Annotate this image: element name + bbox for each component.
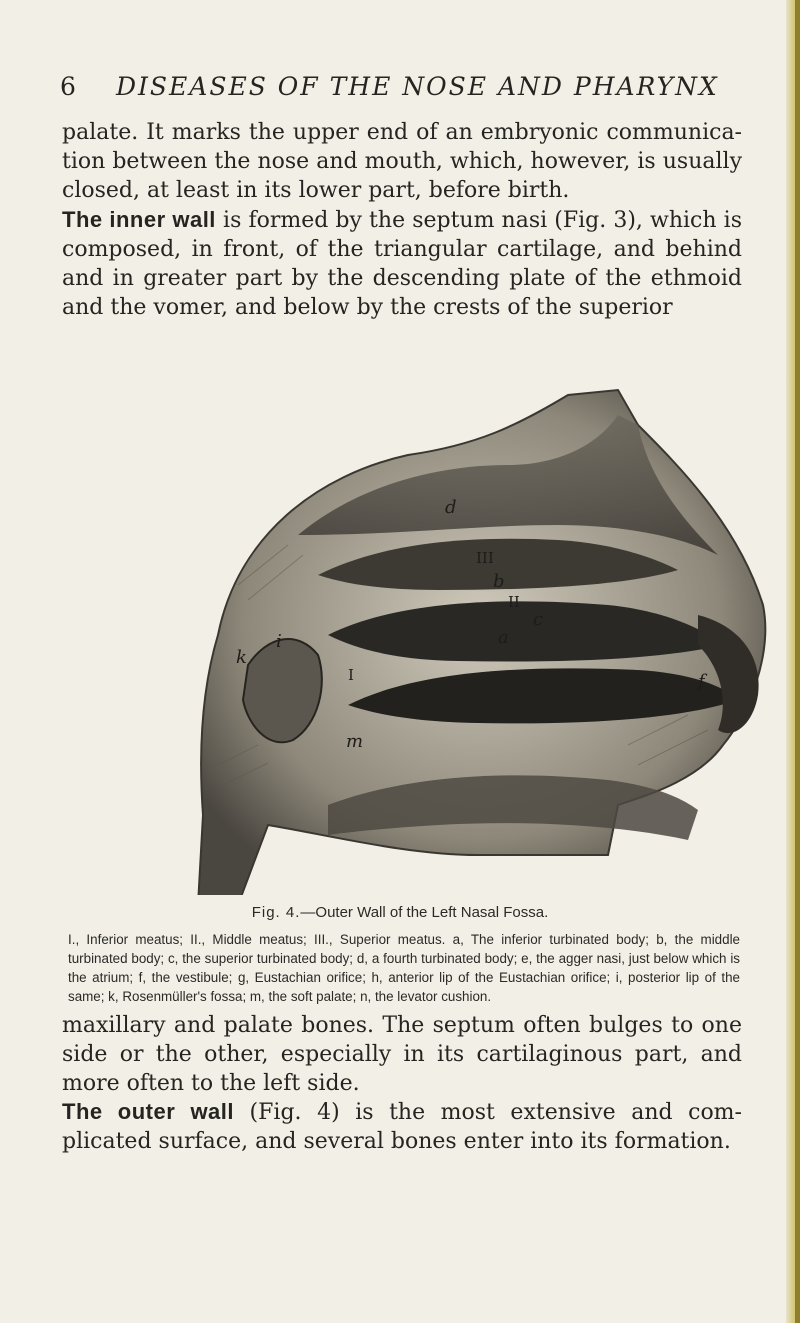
figure-legend: I., Inferior meatus; II., Middle meatus; III., Superior meatus. a, The inferior turbinated body; b, the middle turbinated body; c, the superior turbinated body; d, a fourth turbinated body; e, the agger nasi, just below which is the atrium; f, the vestibule; g, Eustachian orifice; h, anterior lip of the Eustachian orifice; i, posterior lip of the same; k, Rosenmüller's fossa; m, the soft palate; n, the levator cushion.: [68, 932, 740, 1004]
paragraph-1-text: palate. It marks the upper end of an embryonic communica-tion between the nose and mouth, which, however, is usually closed, at least in its lower part, before birth.: [62, 120, 742, 203]
label-b: b: [493, 571, 505, 592]
paragraph-3: [62, 1011, 742, 1098]
running-title: DISEASES OF THE NOSE AND PHARYNX: [116, 72, 719, 101]
label-d: d: [445, 497, 457, 518]
page-number: 6: [60, 72, 78, 101]
nasal-fossa-illustration: [178, 385, 778, 895]
label-f: f: [698, 671, 705, 692]
label-m: m: [346, 731, 364, 752]
label-II: II: [508, 593, 520, 611]
label-c: c: [533, 609, 544, 630]
paragraph-2-lead: The inner wall: [62, 207, 216, 232]
figure-caption-title: —Outer Wall of the Left Nasal Fossa.: [300, 904, 549, 921]
label-i: i: [276, 631, 282, 652]
paragraph-1: [62, 118, 742, 205]
paragraph-2-text: is formed by the septum nasi (Fig. 3), which is composed, in front, of the triangular cartilage, and behind and in greater part by the descending plate of the ethmoid and the vomer, and below by the crests of the superior: [62, 208, 742, 320]
figure-caption: [0, 904, 800, 921]
figure-nasal-fossa: [178, 385, 778, 895]
paragraph-2: [62, 205, 742, 322]
label-III: III: [476, 549, 494, 567]
label-a: a: [498, 627, 509, 648]
paragraph-4: [62, 1097, 742, 1156]
label-k: k: [236, 647, 247, 668]
paragraph-4-lead: The outer wall: [62, 1099, 235, 1124]
paragraph-4-text: (Fig. 4) is the most extensive and com-plicated surface, and several bones enter into its formation.: [62, 1100, 742, 1154]
page-edge-shadow: [795, 0, 800, 1323]
figure-number: Fig. 4.: [251, 904, 301, 921]
paragraph-3-text: maxillary and palate bones. The septum often bulges to one side or the other, especially in its cartilaginous part, and more often to the left side.: [62, 1013, 742, 1096]
label-I: I: [348, 666, 354, 684]
